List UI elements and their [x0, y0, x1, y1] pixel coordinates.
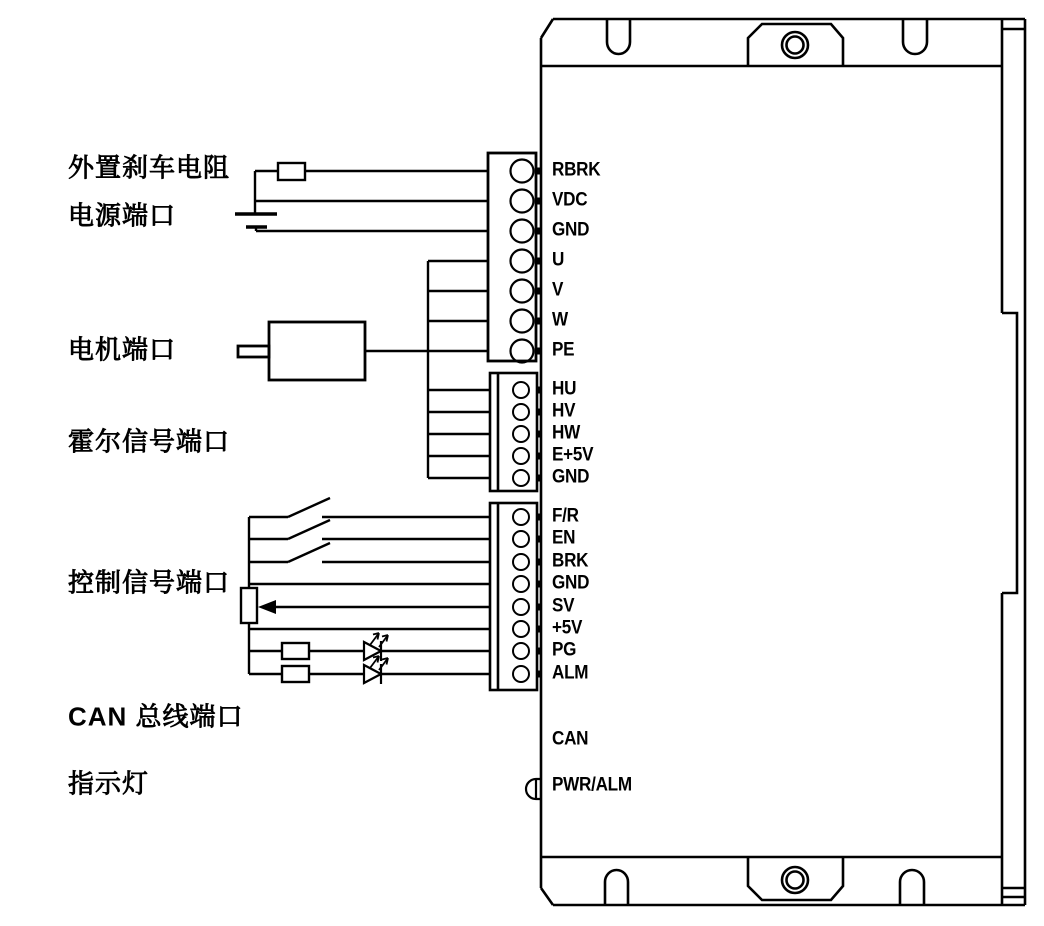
- screw-hole-top-inner-icon: [787, 37, 804, 54]
- connector-power-motor: [488, 153, 536, 363]
- pg-resistor-icon: [282, 643, 309, 659]
- terminal-e5v: [513, 448, 529, 464]
- connector-control: [490, 503, 537, 690]
- motor-icon: [238, 322, 365, 380]
- terminal-brk: [513, 554, 529, 570]
- terminal-alm: [513, 666, 529, 682]
- motor-body: [269, 322, 365, 380]
- pin-label-hw: HW: [552, 422, 580, 444]
- pin-label-gnd-power: GND: [552, 219, 590, 241]
- device-label-pwr-alm: PWR/ALM: [552, 774, 632, 796]
- switch-brk-icon: [288, 543, 330, 562]
- indicator-led-dome: [526, 779, 541, 799]
- section-label-hall-port: 霍尔信号端口: [68, 426, 231, 457]
- control-wires: [249, 517, 490, 674]
- terminal-pe: [511, 340, 534, 363]
- terminal-hu: [513, 382, 529, 398]
- heatsink-strip-lines: [1002, 29, 1025, 897]
- alm-led-icon: [364, 656, 388, 684]
- device-body-outline: [541, 19, 1025, 905]
- terminal-en: [513, 531, 529, 547]
- sv-wiper-arrow-icon: [258, 600, 276, 614]
- alm-resistor-icon: [282, 666, 309, 682]
- pin-label-hu: HU: [552, 378, 577, 400]
- alm-led-triangle: [364, 665, 381, 683]
- alm-led-rays: [370, 656, 388, 670]
- device-label-can: CAN: [552, 728, 589, 750]
- terminal-rbrk: [511, 160, 534, 183]
- pin-label-vdc: VDC: [552, 189, 588, 211]
- pin-label-v: V: [552, 279, 564, 301]
- terminal-w: [511, 310, 534, 333]
- driver-outline: [541, 19, 1025, 905]
- section-label-motor-port: 电机端口: [68, 334, 177, 365]
- terminal-gnd-control: [513, 576, 529, 592]
- switch-en-icon: [288, 520, 330, 539]
- pin-label-5v: +5V: [552, 617, 583, 639]
- section-label-brake-resistor: 外置刹车电阻: [68, 152, 231, 183]
- pg-led-rays: [370, 633, 388, 647]
- pin-label-rbrk: RBRK: [552, 159, 601, 181]
- motor-wires: [365, 261, 490, 478]
- terminal-vdc: [511, 190, 534, 213]
- pin-label-e5v: E+5V: [552, 444, 594, 466]
- flange-separators: [541, 66, 1002, 857]
- pin-label-u: U: [552, 249, 565, 271]
- terminal-hw: [513, 426, 529, 442]
- terminal-sv: [513, 599, 529, 615]
- control-section: [241, 498, 490, 684]
- terminal-5v: [513, 621, 529, 637]
- mounting-notch-top-left: [607, 20, 630, 54]
- terminal-u: [511, 250, 534, 273]
- pin-label-en: EN: [552, 527, 576, 549]
- section-label-can-port: CAN 总线端口: [68, 701, 244, 732]
- mounting-tab-top: [748, 24, 843, 66]
- potentiometer-icon: [241, 588, 257, 623]
- heatsink-strip-step: [1002, 313, 1017, 593]
- connector-hall: [490, 373, 537, 491]
- terminal-hv: [513, 404, 529, 420]
- pin-label-pe: PE: [552, 339, 575, 361]
- motor-shaft: [238, 346, 269, 357]
- pin-label-gnd-hall: GND: [552, 466, 590, 488]
- terminal-v: [511, 280, 534, 303]
- mounting-notch-bottom-left: [605, 870, 628, 904]
- section-label-indicator: 指示灯: [68, 768, 150, 799]
- motor-section: [238, 261, 490, 478]
- section-label-control-port: 控制信号端口: [68, 567, 231, 598]
- power-section: [235, 163, 488, 231]
- pin-label-w: W: [552, 309, 568, 331]
- pin-label-pg: PG: [552, 639, 577, 661]
- screw-hole-bottom-inner-icon: [787, 872, 804, 889]
- pin-label-hv: HV: [552, 400, 576, 422]
- pin-label-brk: BRK: [552, 550, 589, 572]
- indicator-led-icon: [526, 779, 541, 799]
- pin-label-sv: SV: [552, 595, 575, 617]
- terminal-gnd-power: [511, 220, 534, 243]
- terminal-fr: [513, 509, 529, 525]
- mounting-notch-bottom-right: [900, 870, 924, 904]
- switch-fr-icon: [288, 498, 330, 517]
- pin-label-gnd-control: GND: [552, 572, 590, 594]
- battery-icon: [235, 214, 277, 227]
- section-label-power-port: 电源端口: [68, 200, 177, 231]
- pin-label-fr: F/R: [552, 505, 579, 527]
- brake-resistor-icon: [278, 163, 305, 180]
- terminal-pg: [513, 643, 529, 659]
- terminal-gnd-hall: [513, 470, 529, 486]
- mounting-notch-top-right: [903, 20, 927, 54]
- pin-label-alm: ALM: [552, 662, 589, 684]
